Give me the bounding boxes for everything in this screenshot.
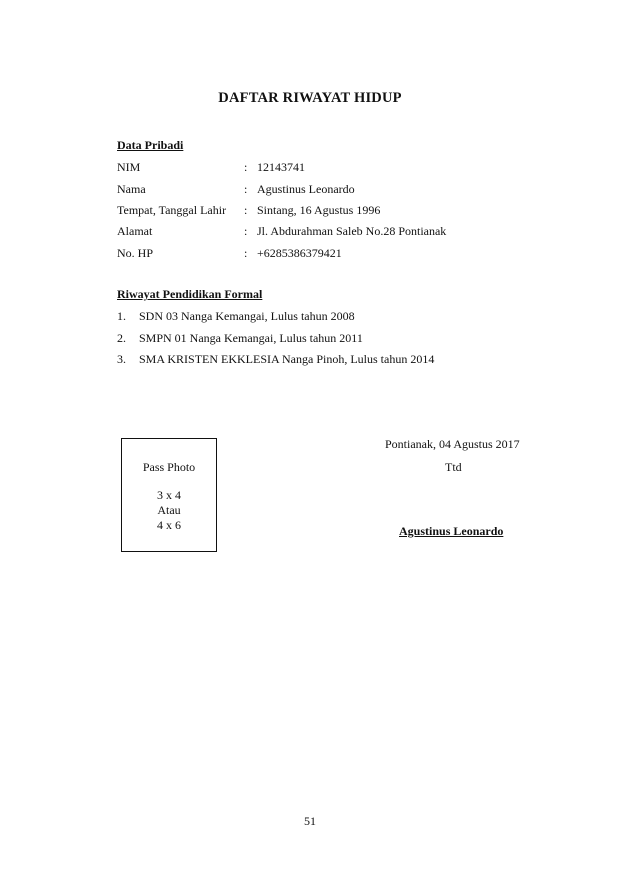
photo-size-2: 4 x 6 bbox=[157, 518, 181, 532]
pass-photo-box bbox=[121, 438, 217, 552]
item-number: 1. bbox=[117, 309, 126, 323]
signature-name: Agustinus Leonardo bbox=[399, 524, 504, 538]
row-label: Alamat bbox=[117, 224, 153, 238]
row-colon: : bbox=[244, 246, 248, 260]
item-text: SMA KRISTEN EKKLESIA Nanga Pinoh, Lulus tahun 2014 bbox=[139, 352, 435, 366]
item-text: SDN 03 Nanga Kemangai, Lulus tahun 2008 bbox=[139, 309, 355, 323]
row-label: NIM bbox=[117, 160, 141, 174]
signature-place-date: Pontianak, 04 Agustus 2017 bbox=[385, 437, 520, 451]
signature-ttd: Ttd bbox=[445, 460, 462, 474]
item-number: 3. bbox=[117, 352, 126, 366]
document-title: DAFTAR RIWAYAT HIDUP bbox=[218, 90, 402, 106]
row-colon: : bbox=[244, 182, 248, 196]
page-number: 51 bbox=[304, 814, 316, 828]
education-heading: Riwayat Pendidikan Formal bbox=[117, 287, 263, 301]
photo-size-1: 3 x 4 bbox=[157, 488, 181, 502]
personal-data-heading: Data Pribadi bbox=[117, 138, 184, 152]
row-colon: : bbox=[244, 160, 248, 174]
row-label: No. HP bbox=[117, 246, 154, 260]
row-value: +6285386379421 bbox=[257, 246, 342, 260]
photo-label: Pass Photo bbox=[142, 460, 196, 474]
row-colon: : bbox=[244, 203, 248, 217]
photo-or: Atau bbox=[157, 503, 181, 517]
row-colon: : bbox=[244, 224, 248, 238]
row-value: 12143741 bbox=[257, 160, 305, 174]
row-value: Agustinus Leonardo bbox=[257, 182, 355, 196]
row-label: Tempat, Tanggal Lahir bbox=[117, 203, 227, 217]
item-number: 2. bbox=[117, 331, 126, 345]
row-value: Jl. Abdurahman Saleb No.28 Pontianak bbox=[257, 224, 447, 238]
row-value: Sintang, 16 Agustus 1996 bbox=[257, 203, 381, 217]
row-label: Nama bbox=[117, 182, 146, 196]
item-text: SMPN 01 Nanga Kemangai, Lulus tahun 2011 bbox=[139, 331, 363, 345]
